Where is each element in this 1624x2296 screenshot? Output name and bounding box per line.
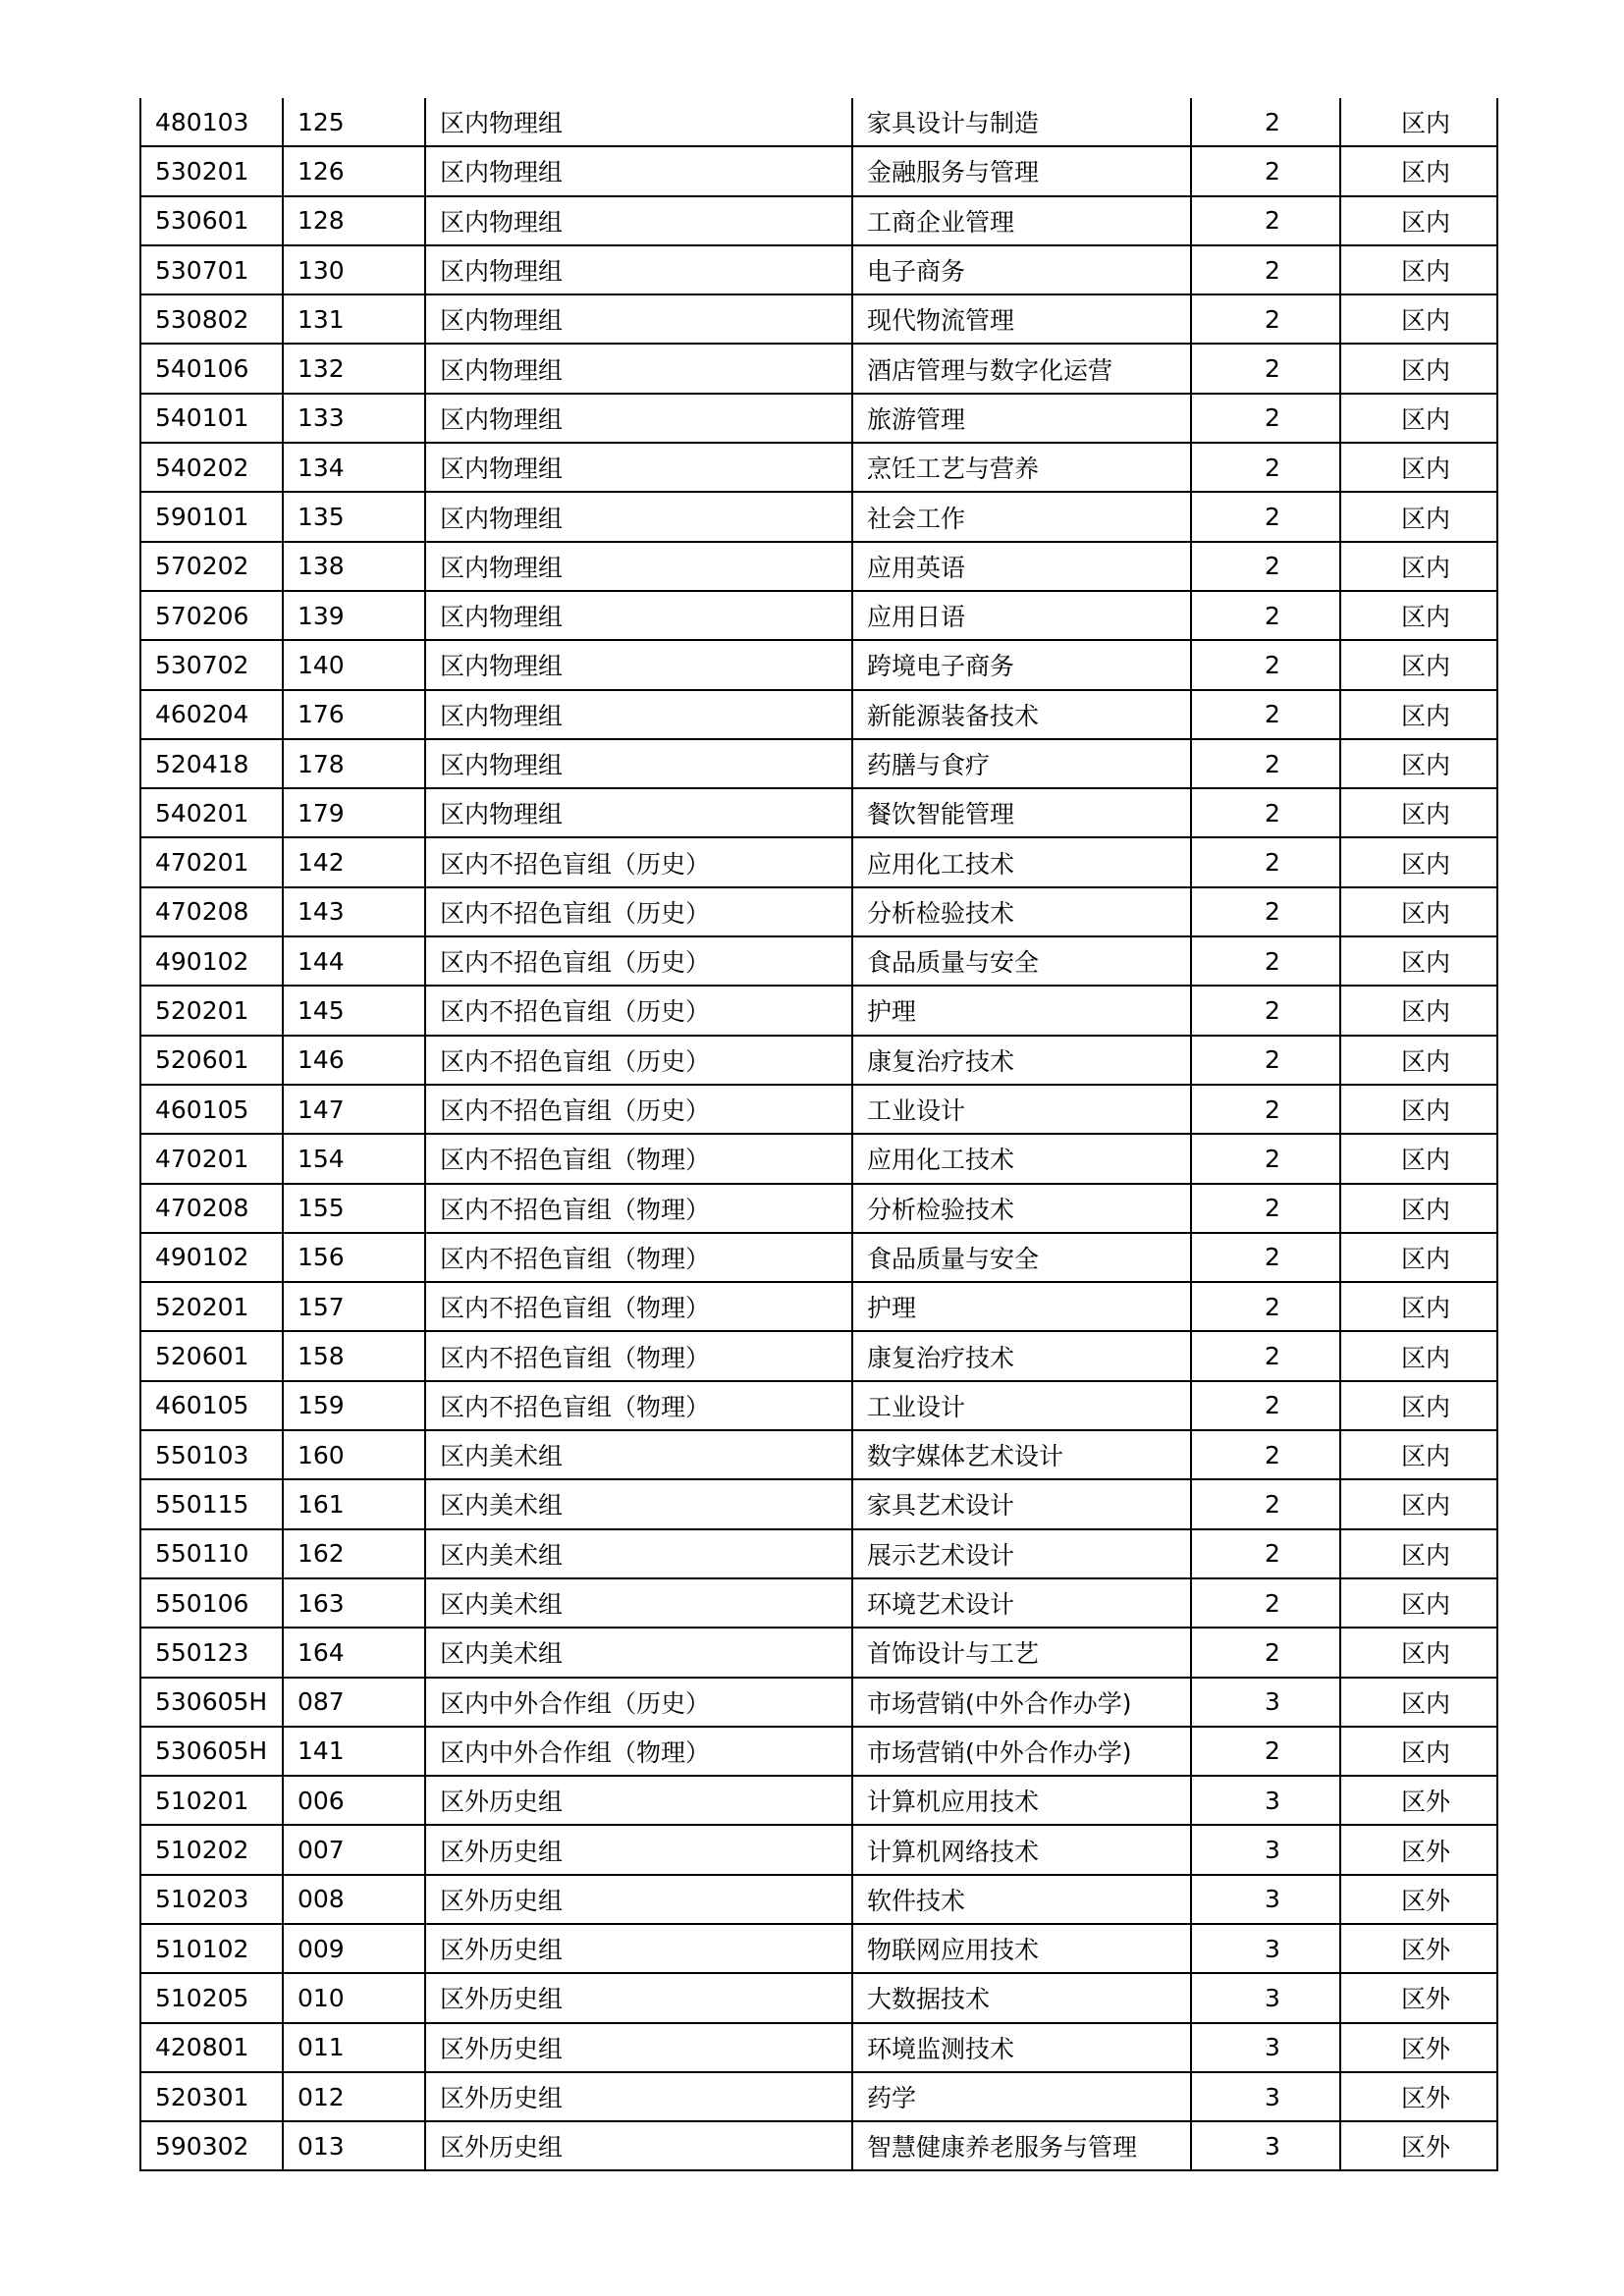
group-code-cell: 006 bbox=[283, 1776, 425, 1825]
table-row bbox=[140, 146, 1497, 195]
group-code-cell: 179 bbox=[283, 788, 425, 837]
group-name-cell: 区内中外合作组（历史） bbox=[425, 1678, 852, 1727]
region-cell: 区内 bbox=[1340, 1233, 1497, 1282]
duration-cell: 2 bbox=[1191, 1282, 1340, 1331]
major-name-cell: 新能源装备技术 bbox=[852, 690, 1191, 739]
major-name-cell: 电子商务 bbox=[852, 245, 1191, 294]
group-code-cell: 133 bbox=[283, 394, 425, 443]
duration-cell: 2 bbox=[1191, 1479, 1340, 1528]
duration-cell: 2 bbox=[1191, 443, 1340, 492]
major-code-cell: 530802 bbox=[140, 294, 283, 344]
table-row bbox=[140, 1875, 1497, 1924]
group-name-cell: 区内不招色盲组（物理） bbox=[425, 1233, 852, 1282]
table-row bbox=[140, 1973, 1497, 2022]
major-code-cell: 460204 bbox=[140, 690, 283, 739]
duration-cell: 2 bbox=[1191, 936, 1340, 986]
major-code-cell: 460105 bbox=[140, 1381, 283, 1430]
group-name-cell: 区内物理组 bbox=[425, 739, 852, 788]
table-row bbox=[140, 1825, 1497, 1874]
region-cell: 区内 bbox=[1340, 591, 1497, 640]
region-cell: 区内 bbox=[1340, 1036, 1497, 1085]
region-cell: 区内 bbox=[1340, 788, 1497, 837]
table-row bbox=[140, 1085, 1497, 1134]
duration-cell: 2 bbox=[1191, 837, 1340, 886]
group-code-cell: 139 bbox=[283, 591, 425, 640]
table-row bbox=[140, 1479, 1497, 1528]
group-name-cell: 区外历史组 bbox=[425, 1776, 852, 1825]
region-cell: 区内 bbox=[1340, 1381, 1497, 1430]
major-code-cell: 530701 bbox=[140, 245, 283, 294]
region-cell: 区内 bbox=[1340, 690, 1497, 739]
major-name-cell: 计算机网络技术 bbox=[852, 1825, 1191, 1874]
group-code-cell: 154 bbox=[283, 1134, 425, 1183]
table-row bbox=[140, 1233, 1497, 1282]
region-cell: 区外 bbox=[1340, 1924, 1497, 1973]
major-code-cell: 550106 bbox=[140, 1578, 283, 1628]
group-name-cell: 区外历史组 bbox=[425, 2121, 852, 2170]
group-code-cell: 147 bbox=[283, 1085, 425, 1134]
major-name-cell: 工业设计 bbox=[852, 1085, 1191, 1134]
duration-cell: 3 bbox=[1191, 1825, 1340, 1874]
major-code-cell: 550110 bbox=[140, 1529, 283, 1578]
major-name-cell: 计算机应用技术 bbox=[852, 1776, 1191, 1825]
region-cell: 区内 bbox=[1340, 1282, 1497, 1331]
group-name-cell: 区外历史组 bbox=[425, 1825, 852, 1874]
table-row bbox=[140, 1628, 1497, 1677]
table-row bbox=[140, 542, 1497, 591]
group-code-cell: 012 bbox=[283, 2072, 425, 2121]
major-code-cell: 460105 bbox=[140, 1085, 283, 1134]
group-name-cell: 区内物理组 bbox=[425, 196, 852, 245]
major-code-cell: 570206 bbox=[140, 591, 283, 640]
major-code-cell: 520418 bbox=[140, 739, 283, 788]
region-cell: 区内 bbox=[1340, 443, 1497, 492]
major-code-cell: 530601 bbox=[140, 196, 283, 245]
duration-cell: 3 bbox=[1191, 1973, 1340, 2022]
table-row bbox=[140, 2072, 1497, 2121]
group-name-cell: 区内不招色盲组（历史） bbox=[425, 837, 852, 886]
table-row bbox=[140, 1282, 1497, 1331]
major-code-cell: 480103 bbox=[140, 98, 283, 146]
group-name-cell: 区内物理组 bbox=[425, 146, 852, 195]
group-name-cell: 区内物理组 bbox=[425, 245, 852, 294]
table-row bbox=[140, 788, 1497, 837]
group-name-cell: 区内不招色盲组（物理） bbox=[425, 1134, 852, 1183]
table-row bbox=[140, 640, 1497, 689]
duration-cell: 2 bbox=[1191, 344, 1340, 393]
group-name-cell: 区内美术组 bbox=[425, 1430, 852, 1479]
group-name-cell: 区内不招色盲组（物理） bbox=[425, 1282, 852, 1331]
major-name-cell: 应用英语 bbox=[852, 542, 1191, 591]
group-code-cell: 138 bbox=[283, 542, 425, 591]
region-cell: 区内 bbox=[1340, 1134, 1497, 1183]
region-cell: 区外 bbox=[1340, 1973, 1497, 2022]
major-name-cell: 旅游管理 bbox=[852, 394, 1191, 443]
group-code-cell: 160 bbox=[283, 1430, 425, 1479]
table-row bbox=[140, 1529, 1497, 1578]
region-cell: 区内 bbox=[1340, 739, 1497, 788]
region-cell: 区内 bbox=[1340, 640, 1497, 689]
major-code-cell: 470201 bbox=[140, 837, 283, 886]
group-code-cell: 162 bbox=[283, 1529, 425, 1578]
region-cell: 区内 bbox=[1340, 1479, 1497, 1528]
region-cell: 区外 bbox=[1340, 1776, 1497, 1825]
group-code-cell: 007 bbox=[283, 1825, 425, 1874]
table-row bbox=[140, 986, 1497, 1035]
group-code-cell: 010 bbox=[283, 1973, 425, 2022]
major-name-cell: 数字媒体艺术设计 bbox=[852, 1430, 1191, 1479]
group-code-cell: 156 bbox=[283, 1233, 425, 1282]
group-name-cell: 区内不招色盲组（物理） bbox=[425, 1331, 852, 1380]
group-name-cell: 区内美术组 bbox=[425, 1529, 852, 1578]
region-cell: 区外 bbox=[1340, 2072, 1497, 2121]
table-row bbox=[140, 739, 1497, 788]
major-code-cell: 540202 bbox=[140, 443, 283, 492]
major-code-cell: 550103 bbox=[140, 1430, 283, 1479]
table-row bbox=[140, 344, 1497, 393]
group-name-cell: 区内不招色盲组（物理） bbox=[425, 1381, 852, 1430]
major-name-cell: 分析检验技术 bbox=[852, 887, 1191, 936]
table-row bbox=[140, 837, 1497, 886]
major-code-cell: 520601 bbox=[140, 1331, 283, 1380]
group-name-cell: 区内不招色盲组（物理） bbox=[425, 1184, 852, 1233]
major-name-cell: 工商企业管理 bbox=[852, 196, 1191, 245]
table-row bbox=[140, 1430, 1497, 1479]
duration-cell: 3 bbox=[1191, 2072, 1340, 2121]
table-row bbox=[140, 98, 1497, 146]
table-row bbox=[140, 1727, 1497, 1776]
table-row bbox=[140, 1381, 1497, 1430]
major-code-cell: 470208 bbox=[140, 887, 283, 936]
group-code-cell: 132 bbox=[283, 344, 425, 393]
group-code-cell: 163 bbox=[283, 1578, 425, 1628]
group-name-cell: 区内物理组 bbox=[425, 492, 852, 541]
duration-cell: 2 bbox=[1191, 492, 1340, 541]
major-name-cell: 市场营销(中外合作办学) bbox=[852, 1727, 1191, 1776]
duration-cell: 2 bbox=[1191, 591, 1340, 640]
group-name-cell: 区内物理组 bbox=[425, 98, 852, 146]
region-cell: 区内 bbox=[1340, 986, 1497, 1035]
group-code-cell: 125 bbox=[283, 98, 425, 146]
enrollment-table bbox=[139, 98, 1498, 2171]
major-code-cell: 530605H bbox=[140, 1727, 283, 1776]
major-code-cell: 520201 bbox=[140, 986, 283, 1035]
major-name-cell: 金融服务与管理 bbox=[852, 146, 1191, 195]
major-name-cell: 应用日语 bbox=[852, 591, 1191, 640]
duration-cell: 3 bbox=[1191, 1776, 1340, 1825]
region-cell: 区外 bbox=[1340, 1875, 1497, 1924]
major-code-cell: 530702 bbox=[140, 640, 283, 689]
major-code-cell: 490102 bbox=[140, 936, 283, 986]
major-code-cell: 420801 bbox=[140, 2023, 283, 2072]
duration-cell: 2 bbox=[1191, 1036, 1340, 1085]
major-code-cell: 540101 bbox=[140, 394, 283, 443]
major-name-cell: 物联网应用技术 bbox=[852, 1924, 1191, 1973]
major-name-cell: 环境监测技术 bbox=[852, 2023, 1191, 2072]
major-code-cell: 530605H bbox=[140, 1678, 283, 1727]
major-code-cell: 470201 bbox=[140, 1134, 283, 1183]
table-row bbox=[140, 1924, 1497, 1973]
region-cell: 区内 bbox=[1340, 344, 1497, 393]
group-code-cell: 087 bbox=[283, 1678, 425, 1727]
region-cell: 区内 bbox=[1340, 1331, 1497, 1380]
duration-cell: 2 bbox=[1191, 1529, 1340, 1578]
duration-cell: 2 bbox=[1191, 146, 1340, 195]
table-row bbox=[140, 443, 1497, 492]
major-name-cell: 药学 bbox=[852, 2072, 1191, 2121]
major-name-cell: 应用化工技术 bbox=[852, 837, 1191, 886]
group-name-cell: 区外历史组 bbox=[425, 1924, 852, 1973]
region-cell: 区内 bbox=[1340, 1085, 1497, 1134]
group-name-cell: 区内中外合作组（物理） bbox=[425, 1727, 852, 1776]
region-cell: 区内 bbox=[1340, 492, 1497, 541]
major-name-cell: 现代物流管理 bbox=[852, 294, 1191, 344]
duration-cell: 2 bbox=[1191, 1331, 1340, 1380]
major-name-cell: 酒店管理与数字化运营 bbox=[852, 344, 1191, 393]
major-name-cell: 护理 bbox=[852, 986, 1191, 1035]
major-code-cell: 590302 bbox=[140, 2121, 283, 2170]
table-row bbox=[140, 294, 1497, 344]
major-code-cell: 550123 bbox=[140, 1628, 283, 1677]
major-name-cell: 烹饪工艺与营养 bbox=[852, 443, 1191, 492]
duration-cell: 2 bbox=[1191, 788, 1340, 837]
duration-cell: 2 bbox=[1191, 1727, 1340, 1776]
group-code-cell: 134 bbox=[283, 443, 425, 492]
major-code-cell: 590101 bbox=[140, 492, 283, 541]
group-name-cell: 区外历史组 bbox=[425, 2023, 852, 2072]
major-code-cell: 530201 bbox=[140, 146, 283, 195]
group-code-cell: 159 bbox=[283, 1381, 425, 1430]
table-row bbox=[140, 394, 1497, 443]
table-row bbox=[140, 1184, 1497, 1233]
region-cell: 区外 bbox=[1340, 1825, 1497, 1874]
major-name-cell: 环境艺术设计 bbox=[852, 1578, 1191, 1628]
duration-cell: 2 bbox=[1191, 739, 1340, 788]
region-cell: 区内 bbox=[1340, 196, 1497, 245]
group-code-cell: 176 bbox=[283, 690, 425, 739]
group-name-cell: 区内不招色盲组（历史） bbox=[425, 1036, 852, 1085]
table-body bbox=[140, 98, 1497, 2170]
group-name-cell: 区内物理组 bbox=[425, 591, 852, 640]
major-code-cell: 520601 bbox=[140, 1036, 283, 1085]
duration-cell: 2 bbox=[1191, 98, 1340, 146]
group-code-cell: 140 bbox=[283, 640, 425, 689]
region-cell: 区内 bbox=[1340, 1628, 1497, 1677]
duration-cell: 2 bbox=[1191, 986, 1340, 1035]
group-code-cell: 142 bbox=[283, 837, 425, 886]
table-row bbox=[140, 196, 1497, 245]
group-name-cell: 区内物理组 bbox=[425, 344, 852, 393]
duration-cell: 3 bbox=[1191, 1678, 1340, 1727]
duration-cell: 2 bbox=[1191, 1628, 1340, 1677]
group-code-cell: 013 bbox=[283, 2121, 425, 2170]
table-row bbox=[140, 2023, 1497, 2072]
group-name-cell: 区内物理组 bbox=[425, 690, 852, 739]
major-code-cell: 510203 bbox=[140, 1875, 283, 1924]
duration-cell: 2 bbox=[1191, 1134, 1340, 1183]
major-name-cell: 家具设计与制造 bbox=[852, 98, 1191, 146]
major-code-cell: 490102 bbox=[140, 1233, 283, 1282]
table-row bbox=[140, 1134, 1497, 1183]
table-row bbox=[140, 2121, 1497, 2170]
major-code-cell: 510102 bbox=[140, 1924, 283, 1973]
region-cell: 区内 bbox=[1340, 1727, 1497, 1776]
major-name-cell: 家具艺术设计 bbox=[852, 1479, 1191, 1528]
duration-cell: 2 bbox=[1191, 690, 1340, 739]
group-code-cell: 144 bbox=[283, 936, 425, 986]
major-name-cell: 市场营销(中外合作办学) bbox=[852, 1678, 1191, 1727]
table-row bbox=[140, 1776, 1497, 1825]
region-cell: 区内 bbox=[1340, 245, 1497, 294]
group-name-cell: 区外历史组 bbox=[425, 1973, 852, 2022]
group-name-cell: 区内不招色盲组（历史） bbox=[425, 1085, 852, 1134]
duration-cell: 2 bbox=[1191, 1430, 1340, 1479]
group-code-cell: 126 bbox=[283, 146, 425, 195]
duration-cell: 2 bbox=[1191, 1184, 1340, 1233]
duration-cell: 2 bbox=[1191, 294, 1340, 344]
major-name-cell: 餐饮智能管理 bbox=[852, 788, 1191, 837]
major-name-cell: 智慧健康养老服务与管理 bbox=[852, 2121, 1191, 2170]
major-code-cell: 470208 bbox=[140, 1184, 283, 1233]
group-code-cell: 141 bbox=[283, 1727, 425, 1776]
table-row bbox=[140, 1331, 1497, 1380]
major-code-cell: 550115 bbox=[140, 1479, 283, 1528]
group-code-cell: 155 bbox=[283, 1184, 425, 1233]
region-cell: 区内 bbox=[1340, 394, 1497, 443]
table-row bbox=[140, 1678, 1497, 1727]
region-cell: 区内 bbox=[1340, 1184, 1497, 1233]
major-name-cell: 大数据技术 bbox=[852, 1973, 1191, 2022]
group-name-cell: 区外历史组 bbox=[425, 1875, 852, 1924]
region-cell: 区外 bbox=[1340, 2121, 1497, 2170]
region-cell: 区外 bbox=[1340, 2023, 1497, 2072]
group-name-cell: 区外历史组 bbox=[425, 2072, 852, 2121]
group-name-cell: 区内物理组 bbox=[425, 443, 852, 492]
major-name-cell: 跨境电子商务 bbox=[852, 640, 1191, 689]
region-cell: 区内 bbox=[1340, 1529, 1497, 1578]
region-cell: 区内 bbox=[1340, 887, 1497, 936]
major-code-cell: 540201 bbox=[140, 788, 283, 837]
duration-cell: 2 bbox=[1191, 640, 1340, 689]
group-code-cell: 146 bbox=[283, 1036, 425, 1085]
major-name-cell: 工业设计 bbox=[852, 1381, 1191, 1430]
region-cell: 区内 bbox=[1340, 837, 1497, 886]
duration-cell: 2 bbox=[1191, 887, 1340, 936]
group-name-cell: 区内物理组 bbox=[425, 394, 852, 443]
group-code-cell: 143 bbox=[283, 887, 425, 936]
group-name-cell: 区内不招色盲组（历史） bbox=[425, 936, 852, 986]
major-code-cell: 510205 bbox=[140, 1973, 283, 2022]
duration-cell: 2 bbox=[1191, 245, 1340, 294]
duration-cell: 2 bbox=[1191, 394, 1340, 443]
group-name-cell: 区内物理组 bbox=[425, 640, 852, 689]
group-name-cell: 区内不招色盲组（历史） bbox=[425, 887, 852, 936]
major-name-cell: 应用化工技术 bbox=[852, 1134, 1191, 1183]
group-code-cell: 011 bbox=[283, 2023, 425, 2072]
table-row bbox=[140, 887, 1497, 936]
group-name-cell: 区内物理组 bbox=[425, 788, 852, 837]
region-cell: 区内 bbox=[1340, 1678, 1497, 1727]
table-row bbox=[140, 1578, 1497, 1628]
duration-cell: 2 bbox=[1191, 542, 1340, 591]
major-name-cell: 社会工作 bbox=[852, 492, 1191, 541]
table-row bbox=[140, 690, 1497, 739]
table-row bbox=[140, 936, 1497, 986]
group-code-cell: 135 bbox=[283, 492, 425, 541]
major-code-cell: 520301 bbox=[140, 2072, 283, 2121]
duration-cell: 2 bbox=[1191, 1085, 1340, 1134]
group-name-cell: 区内美术组 bbox=[425, 1578, 852, 1628]
region-cell: 区内 bbox=[1340, 1430, 1497, 1479]
duration-cell: 3 bbox=[1191, 2023, 1340, 2072]
duration-cell: 3 bbox=[1191, 1924, 1340, 1973]
major-name-cell: 食品质量与安全 bbox=[852, 936, 1191, 986]
major-name-cell: 护理 bbox=[852, 1282, 1191, 1331]
major-code-cell: 570202 bbox=[140, 542, 283, 591]
group-code-cell: 130 bbox=[283, 245, 425, 294]
region-cell: 区内 bbox=[1340, 294, 1497, 344]
region-cell: 区内 bbox=[1340, 146, 1497, 195]
major-code-cell: 510202 bbox=[140, 1825, 283, 1874]
major-code-cell: 540106 bbox=[140, 344, 283, 393]
major-name-cell: 首饰设计与工艺 bbox=[852, 1628, 1191, 1677]
duration-cell: 2 bbox=[1191, 1578, 1340, 1628]
group-code-cell: 131 bbox=[283, 294, 425, 344]
region-cell: 区内 bbox=[1340, 936, 1497, 986]
major-code-cell: 520201 bbox=[140, 1282, 283, 1331]
table-row bbox=[140, 492, 1497, 541]
group-name-cell: 区内物理组 bbox=[425, 542, 852, 591]
duration-cell: 3 bbox=[1191, 2121, 1340, 2170]
duration-cell: 2 bbox=[1191, 1233, 1340, 1282]
region-cell: 区内 bbox=[1340, 542, 1497, 591]
major-name-cell: 展示艺术设计 bbox=[852, 1529, 1191, 1578]
major-name-cell: 软件技术 bbox=[852, 1875, 1191, 1924]
duration-cell: 3 bbox=[1191, 1875, 1340, 1924]
group-name-cell: 区内物理组 bbox=[425, 294, 852, 344]
table-row bbox=[140, 1036, 1497, 1085]
group-code-cell: 161 bbox=[283, 1479, 425, 1528]
group-name-cell: 区内不招色盲组（历史） bbox=[425, 986, 852, 1035]
major-name-cell: 食品质量与安全 bbox=[852, 1233, 1191, 1282]
major-name-cell: 康复治疗技术 bbox=[852, 1036, 1191, 1085]
group-code-cell: 164 bbox=[283, 1628, 425, 1677]
group-code-cell: 157 bbox=[283, 1282, 425, 1331]
region-cell: 区内 bbox=[1340, 1578, 1497, 1628]
duration-cell: 2 bbox=[1191, 196, 1340, 245]
group-name-cell: 区内美术组 bbox=[425, 1628, 852, 1677]
group-code-cell: 009 bbox=[283, 1924, 425, 1973]
group-name-cell: 区内美术组 bbox=[425, 1479, 852, 1528]
group-code-cell: 178 bbox=[283, 739, 425, 788]
group-code-cell: 128 bbox=[283, 196, 425, 245]
major-name-cell: 药膳与食疗 bbox=[852, 739, 1191, 788]
table-row bbox=[140, 245, 1497, 294]
major-code-cell: 510201 bbox=[140, 1776, 283, 1825]
major-name-cell: 分析检验技术 bbox=[852, 1184, 1191, 1233]
group-code-cell: 008 bbox=[283, 1875, 425, 1924]
major-name-cell: 康复治疗技术 bbox=[852, 1331, 1191, 1380]
group-code-cell: 145 bbox=[283, 986, 425, 1035]
table-row bbox=[140, 591, 1497, 640]
group-code-cell: 158 bbox=[283, 1331, 425, 1380]
duration-cell: 2 bbox=[1191, 1381, 1340, 1430]
region-cell: 区内 bbox=[1340, 98, 1497, 146]
